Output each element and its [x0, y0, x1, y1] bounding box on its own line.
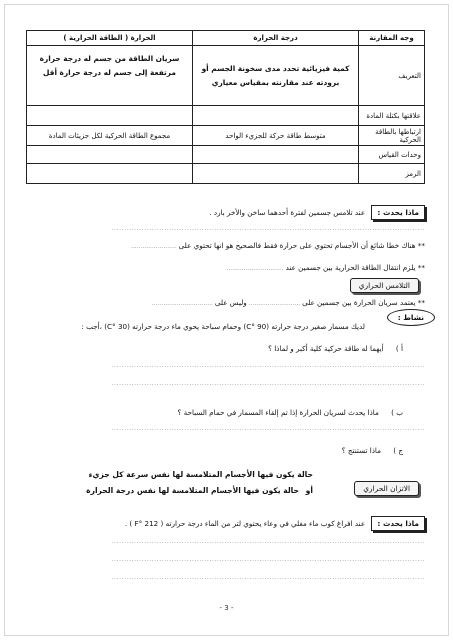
page-number: - 3 -: [219, 604, 234, 612]
equilibrium-def-2: [86, 486, 313, 495]
table-header-cell: درجة الحرارة: [193, 31, 359, 46]
comparison-table: [26, 30, 425, 184]
question-letter: ب ): [391, 408, 403, 417]
note-text: ** يلزم انتقال الطاقة الحرارية بين جسمين عند: [285, 263, 425, 272]
activity-question-b: [178, 408, 403, 417]
table-row-label: علاقتها بكتلة المادة: [359, 106, 425, 126]
table-header-cell: الحرارة ( الطاقة الحرارية ): [27, 31, 193, 46]
thermal-equilibrium-tag: الاتزان الحراري: [354, 481, 419, 496]
answer-line: .............................................................................................................................: [111, 380, 425, 387]
answer-line: ................................: [151, 300, 215, 307]
table-cell: [193, 164, 359, 184]
table-row: [27, 164, 425, 184]
question-text: أيهما له طاقة حركية كلية أكبر و لماذا ؟: [268, 344, 384, 353]
thermal-contact-tag: التلامس الحراري: [350, 278, 419, 293]
table-cell: [27, 146, 193, 164]
note-text: ** هناك خطا شائع أن الأجسام تحتوي على حرارة فقط فالصحيح هو انها تحتوي على: [178, 241, 425, 250]
answer-line: .............................................................................................................................: [111, 556, 425, 563]
table-header-row: [27, 31, 425, 46]
table-cell: [27, 164, 193, 184]
question-what-happens-2: [125, 516, 425, 531]
question-text: عند افراغ كوب ماء مغلي في وعاء يحتوي لتر من الماء درجة حرارته ( 212 °F ) .: [124, 519, 366, 528]
table-cell: [193, 106, 359, 126]
note-misconception: [131, 241, 425, 250]
or-word: أو: [305, 486, 313, 495]
question-letter: أ ): [395, 344, 403, 353]
table-row-label: ارتباطها بالطاقة الحركية: [359, 126, 425, 146]
what-happens-box: ماذا يحدث :: [371, 516, 425, 531]
definition-text: حالة يكون فيها الأجسام المتلامسة لها نفس درجة الحرارة: [86, 486, 300, 495]
what-happens-box: ماذا يحدث :: [371, 205, 425, 220]
table-cell: كمية فيزيائية تحدد مدى سخونة الجسم أو برودته عند مقارنته بمقياس معياري: [193, 46, 359, 106]
table-row: [27, 106, 425, 126]
activity-question-c: [342, 446, 403, 455]
answer-line: .............................................................................................................................: [111, 538, 425, 545]
activity-intro: لديك مسمار صغير درجة حرارته (90 °C) وحمام سباحة يحوي ماء درجة حرارته (30 °C) ،أجب :: [81, 322, 365, 331]
question-text: ماذا تستنتج ؟: [341, 446, 381, 455]
table-cell: متوسط طاقة حركة للجزيء الواحد: [193, 126, 359, 146]
note-flow-depends: [152, 298, 425, 307]
note-text: ** يعتمد سريان الحرارة بين جسمين على: [302, 298, 425, 307]
answer-line: ........................: [130, 243, 179, 250]
answer-line: .............................................................................................................................: [111, 362, 425, 369]
activity-question-a: [268, 344, 403, 353]
answer-line: .............................................................................................................................: [111, 425, 425, 432]
table-row: [27, 146, 425, 164]
equilibrium-def-1: حالة يكون فيها الأجسام المتلامسة لها نفس سرعة كل جزيء: [88, 470, 313, 479]
table-row: [27, 126, 425, 146]
answer-line: ..............................: [226, 265, 286, 272]
table-row-label: الرمز: [359, 164, 425, 184]
answer-line: .............................................................................................................................: [111, 225, 425, 232]
activity-label: نشاط :: [387, 309, 435, 326]
table-cell: [27, 106, 193, 126]
table-header-cell: وجه المقارنة: [359, 31, 425, 46]
answer-line: .............................................................................................................................: [111, 574, 425, 581]
table-cell: مجموع الطاقة الحركية لكل جزيئات المادة: [27, 126, 193, 146]
table-row-label: وحدات القياس: [359, 146, 425, 164]
question-text: ماذا يحدث لسريان الحرارة إذا تم إلقاء المسمار في حمام السباحة ؟: [177, 408, 379, 417]
answer-line: ...........................: [246, 300, 303, 307]
table-row: [27, 46, 425, 106]
question-letter: ج ): [393, 446, 403, 455]
note-text: وليس على: [214, 298, 247, 307]
question-what-happens-1: [209, 205, 425, 220]
note-transfer: [226, 263, 425, 272]
table-cell: سريان الطاقة من جسم له درجة حرارة مرتفعة إلى جسم له درجة حرارة أقل: [27, 46, 193, 106]
table-cell: [193, 146, 359, 164]
table-row-label: التعريف: [359, 46, 425, 106]
question-text: عند تلامس جسمين لفترة أحدهما ساخن والأخر بارد .: [209, 208, 366, 217]
